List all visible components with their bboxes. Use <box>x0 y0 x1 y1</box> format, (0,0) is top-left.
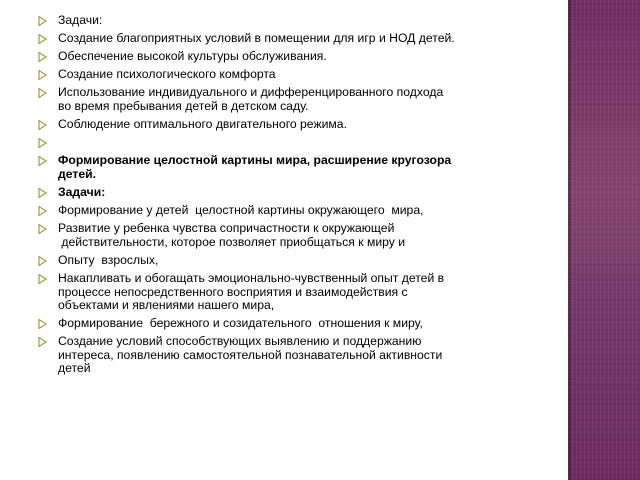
bullet-icon <box>38 120 47 130</box>
list-item <box>38 317 528 331</box>
list-item <box>38 335 528 376</box>
list-item <box>38 50 528 64</box>
list-item <box>38 118 528 132</box>
list-item-empty <box>38 136 528 150</box>
list-item <box>38 68 528 82</box>
list-item-text: Задачи: <box>58 184 106 199</box>
slide-content <box>38 14 528 381</box>
bullet-icon <box>38 138 47 148</box>
list-item-text: Накапливать и обогащать эмоционально-чувственный опыт детей в процессе непосредственного восприятия и взаимодействия с объектами и явлениями нашего мира, <box>58 270 445 313</box>
bullet-icon <box>38 16 47 26</box>
bullet-icon <box>38 34 47 44</box>
decorative-side-panel <box>568 0 640 480</box>
list-item <box>38 86 528 113</box>
bullet-icon <box>38 156 47 166</box>
list-item <box>38 222 528 249</box>
list-item-text: Опыту взрослых, <box>58 252 159 267</box>
bullet-icon <box>38 319 47 329</box>
list-item <box>38 154 528 181</box>
list-item-text: Использование индивидуального и дифференцированного подхода во время пребывания детей в детском саду. <box>58 85 444 113</box>
list-item <box>38 272 528 313</box>
list-item-text: Создание психологического комфорта <box>58 67 276 82</box>
list-item-text <box>58 136 528 150</box>
list-item-text: Задачи: <box>58 13 103 27</box>
list-item <box>38 186 528 200</box>
list-item-text: Создание благоприятных условий в помещении для игр и НОД детей. <box>58 31 455 46</box>
list-item-text: Соблюдение оптимального двигательного режима. <box>58 117 347 132</box>
bullet-icon <box>38 188 47 198</box>
list-item-text: Развитие у ребенка чувства сопричастности к окружающей действительности, которое позволяет приобщаться к миру и <box>58 221 406 249</box>
bullet-icon <box>38 206 47 216</box>
list-item <box>38 204 528 218</box>
list-item <box>38 32 528 46</box>
list-item-text: Формирование бережного и созидательного отношения к миру, <box>58 316 423 331</box>
list-item-text: Формирование у детей целостной картины окружающего мира, <box>58 203 424 218</box>
list-item <box>38 254 528 268</box>
bullet-icon <box>38 70 47 80</box>
bullet-icon <box>38 337 47 347</box>
bullet-icon <box>38 274 47 284</box>
bullet-icon <box>38 52 47 62</box>
section-heading: Формирование целостной картины мира, расширение кругозора детей. <box>58 153 452 181</box>
bullet-icon <box>38 224 47 234</box>
bullet-icon <box>38 256 47 266</box>
list-item <box>38 14 528 28</box>
list-item-text: Обеспечение высокой культуры обслуживания. <box>58 49 327 64</box>
bullet-icon <box>38 88 47 98</box>
list-item-text: Создание условий способствующих выявлению и поддержанию интереса, появлению самостоятельной познавательной активности детей <box>58 334 443 376</box>
